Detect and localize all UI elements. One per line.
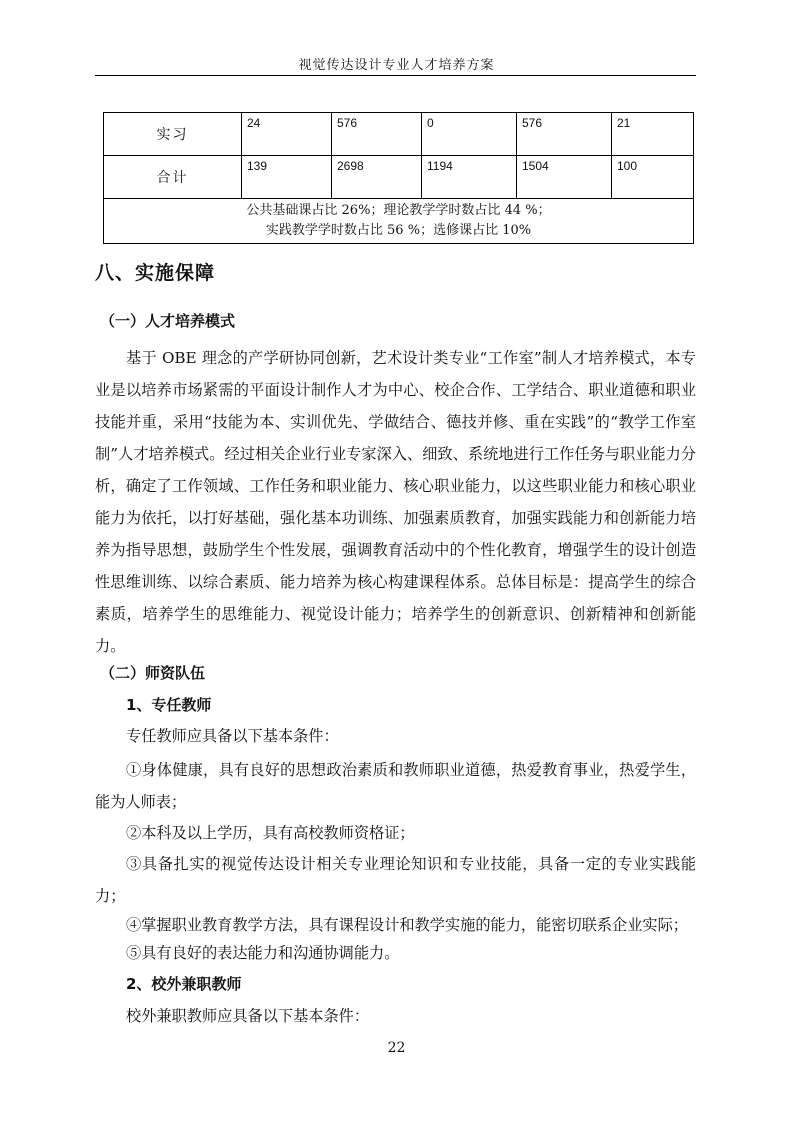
table-note-line: 公共基础课占比 26%；理论教学学时数占比 44 %； [246, 203, 551, 218]
credit-summary-table [103, 112, 694, 244]
page-number: 22 [387, 1040, 406, 1056]
table-cell: 0 [422, 113, 517, 156]
table-cell: 21 [612, 113, 694, 156]
table-row [104, 156, 694, 199]
condition-item: ⑤具有良好的表达能力和沟通协调能力。 [126, 944, 400, 962]
condition-item: ③具备扎实的视觉传达设计相关专业理论知识和专业技能，具备一定的专业实践能力； [95, 855, 696, 905]
body-text: 校外兼职教师应具备以下基本条件： [126, 1007, 369, 1025]
condition-item: ②本科及以上学历，具有高校教师资格证； [126, 824, 415, 842]
table-cell: 576 [332, 113, 422, 156]
item-heading: 1、专任教师 [126, 696, 212, 714]
table-cell: 100 [612, 156, 694, 199]
body-text: 专任教师应具备以下基本条件： [126, 727, 339, 745]
table-cell: 576 [517, 113, 612, 156]
table-cell: 2698 [332, 156, 422, 199]
header-rule [95, 75, 696, 76]
running-header: 视觉传达设计专业人才培养方案 [298, 58, 495, 73]
row-label: 合计 [104, 156, 242, 199]
table-cell: 139 [242, 156, 332, 199]
condition-item: ①身体健康，具有良好的思想政治素质和教师职业道德，热爱教育事业，热爱学生，能为人师表； [95, 761, 696, 811]
subsection-heading: （二）师资队伍 [100, 664, 206, 682]
row-label: 实习 [104, 113, 242, 156]
table-cell: 1504 [517, 156, 612, 199]
table-cell: 24 [242, 113, 332, 156]
body-paragraph: 基于 OBE 理念的产学研协同创新，艺术设计类专业“工作室”制人才培养模式，本专业是以培养市场紧需的平面设计制作人才为中心、校企合作、工学结合、职业道德和职业技能并重，采用“技能为本、实训优先、学做结合、德技并修、重在实践”的“教学工作室制”人才培养模式。经过相关企业行业专家深入、细致、系统地进行工作任务与职业能力分析，确定了工作领域、工作任务和职业能力、核心职业能力，以这些职业能力和核心职业能力为依托，以打好基础，强化基本功训练、加强素质教育，加强实践能力和创新能力培养为指导思想，鼓励学生个性发展，强调教育活动中的个性化教育，增强学生的设计创造性思维训练、以综合素质、能力培养为核心构建课程体系。总体目标是：提高学生的综合素质，培养学生的思维能力、视觉设计能力；培养学生的创新意识、创新精神和创新能力。 [95, 349, 696, 655]
item-heading: 2、校外兼职教师 [126, 975, 242, 993]
table-note-line: 实践教学学时数占比 56 %；选修课占比 10% [265, 223, 532, 238]
table-note-row [104, 199, 694, 244]
table-cell: 1194 [422, 156, 517, 199]
table-row [104, 113, 694, 156]
condition-item: ④掌握职业教育教学方法，具有课程设计和教学实施的能力，能密切联系企业实际； [126, 916, 688, 934]
table-note [104, 199, 694, 244]
section-heading: 八、实施保障 [95, 262, 216, 284]
subsection-heading: （一）人才培养模式 [100, 312, 236, 330]
